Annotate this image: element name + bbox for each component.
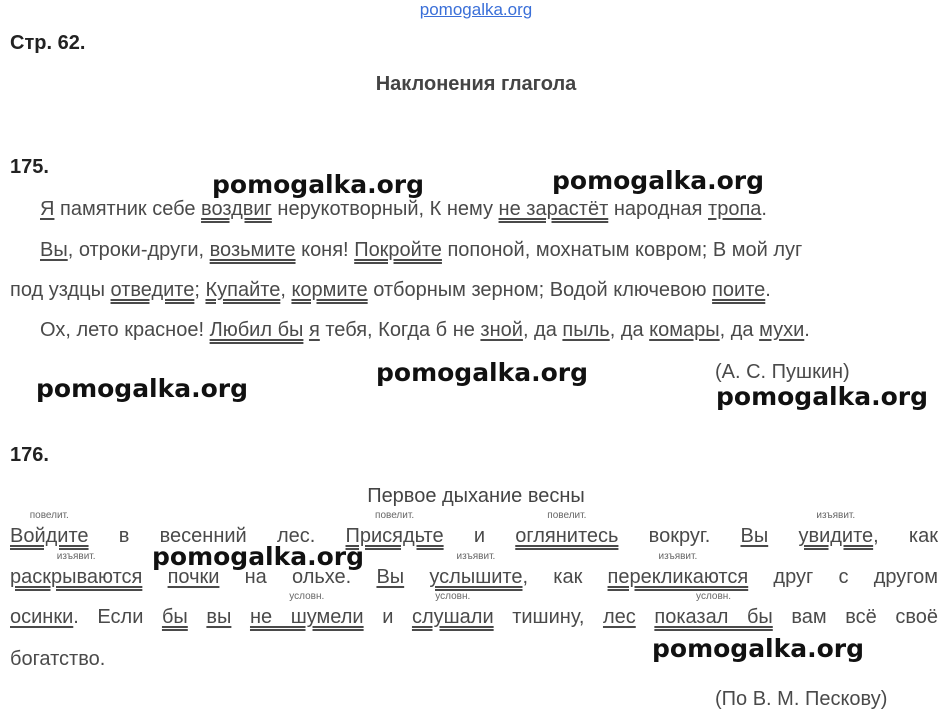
watermark: pomogalka.org [716,382,929,411]
author-pushkin: (А. С. Пушкин) [715,361,850,383]
page-number: Стр. 62. [10,32,86,54]
poem-line-3: под уздцы отведите; Купайте, кормите отборным зерном; Водой ключевою поите. [10,279,771,301]
watermark: pomogalka.org [212,170,425,199]
text-line-2: раскрываются изъявит. почки на ольхе. Вы услышите изъявит. , как перекликаются изъявит. друг с другом [10,551,938,588]
watermark: pomogalka.org [652,634,865,663]
exercise-175-number: 175. [10,156,49,178]
watermark: pomogalka.org [376,358,589,387]
section-heading: Наклонения глагола [375,73,577,95]
top-watermark[interactable]: pomogalka.org [419,0,533,19]
watermark: pomogalka.org [552,166,765,195]
text-line-1: Войдите повелит. в весенний лес. Присядьте повелит. и оглянитесь повелит. вокруг. Вы увидите изъявит. , как [10,510,938,547]
author-peskov: (По В. М. Пескову) [715,688,888,710]
text-line-4: богатство. [10,648,106,670]
watermark: pomogalka.org [152,542,365,571]
poem-line-4: Ох, лето красное! Любил бы я тебя, Когда б не зной, да пыль, да комары, да мухи. [40,319,810,341]
watermark: pomogalka.org [36,374,249,403]
poem-line-1: Я памятник себе воздвиг нерукотворный, К нему не зарастёт народная тропа. [40,198,767,220]
poem-line-2: Вы, отроки-други, возьмите коня! Покройте попоной, мохнатым ковром; В мой луг [40,239,803,261]
text-title: Первое дыхание весны [367,485,585,507]
text-line-3: осинки. Если бы вы не шумели условн. и слушали условн. тишину, лес показал бы условн. вам всё своё [10,591,938,628]
exercise-176-number: 176. [10,444,49,466]
